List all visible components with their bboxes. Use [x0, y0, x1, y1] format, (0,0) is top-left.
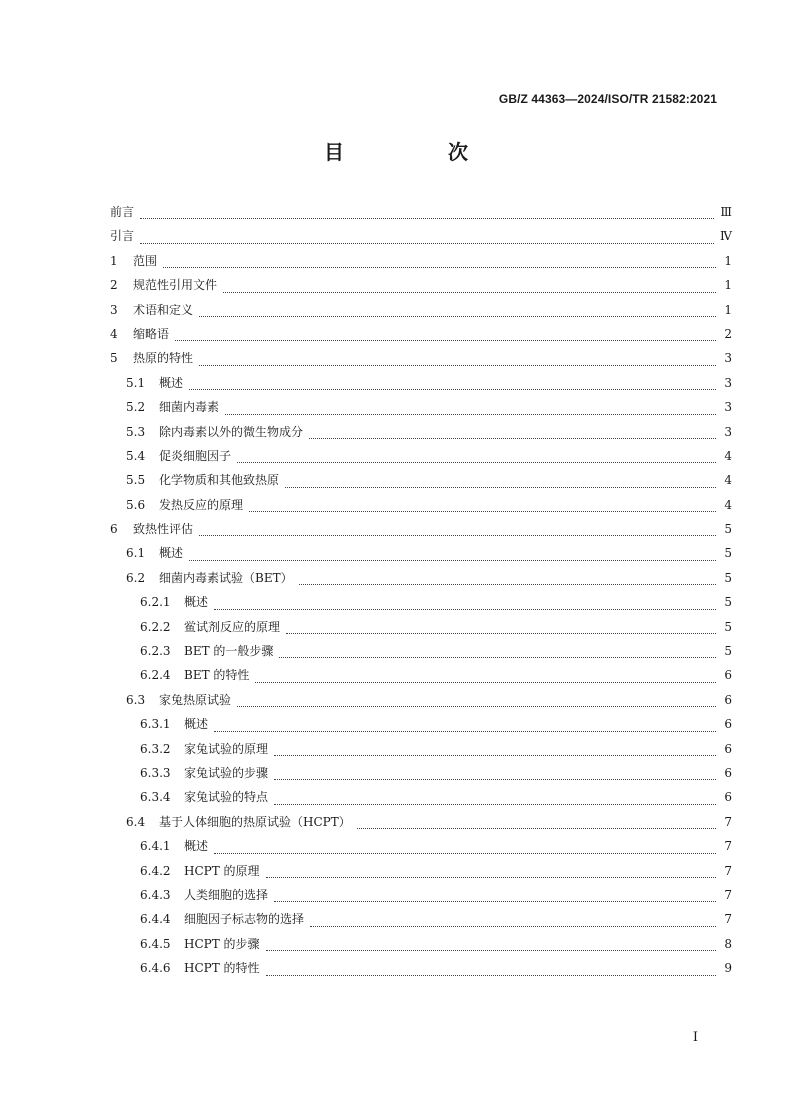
dot-leader [266, 863, 716, 878]
toc-entry-number: 6.3.1 [140, 717, 171, 732]
toc-entry-title: 概述 [159, 546, 184, 561]
toc-entry-title: 家兔试验的特点 [184, 790, 269, 805]
toc-entry[interactable] [110, 688, 732, 712]
toc-entry[interactable] [110, 541, 732, 565]
toc-entry-page: 1 [724, 253, 732, 268]
toc-entry-title: 缩略语 [133, 326, 170, 341]
toc-entry[interactable] [110, 566, 732, 590]
toc-entry-number: 5.3 [126, 424, 146, 439]
table-of-contents [110, 200, 732, 981]
standard-code-header: GB/Z 44363—2024/ISO/TR 21582:2021 [498, 92, 717, 106]
dot-leader [274, 741, 716, 756]
toc-entry-page: 5 [724, 546, 732, 561]
toc-title: 目 次 [324, 140, 510, 164]
toc-entry-number: 6.2.3 [140, 644, 171, 659]
toc-entry-page: 7 [724, 839, 732, 854]
toc-entry[interactable] [110, 883, 732, 907]
toc-entry-page: 1 [724, 278, 732, 293]
toc-entry[interactable] [110, 371, 732, 395]
toc-entry-page: 7 [724, 887, 732, 902]
dot-leader [357, 814, 716, 829]
toc-entry-title: 引言 [110, 229, 135, 244]
toc-entry-number: 5.5 [126, 473, 146, 488]
toc-entry-title: 范围 [133, 253, 158, 268]
dot-leader [189, 546, 716, 561]
toc-entry-number: 6.3.2 [140, 741, 171, 756]
dot-leader [237, 692, 716, 707]
toc-entry-number: 6.4.2 [140, 863, 171, 878]
dot-leader [199, 521, 716, 536]
dot-leader [299, 570, 716, 585]
toc-entry[interactable] [110, 810, 732, 834]
toc-entry-page: Ⅲ [720, 205, 732, 219]
toc-entry-page: 5 [724, 619, 732, 634]
toc-entry-title: 鲎试剂反应的原理 [184, 619, 281, 634]
toc-entry[interactable] [110, 590, 732, 614]
dot-leader [255, 668, 716, 683]
toc-entry-page: 3 [724, 351, 732, 366]
toc-entry-title: 家兔试验的步骤 [184, 765, 269, 780]
dot-leader [140, 204, 714, 219]
toc-entry[interactable] [110, 932, 732, 956]
toc-entry-title: 细菌内毒素 [159, 400, 220, 415]
toc-entry[interactable] [110, 907, 732, 931]
toc-entry-title: HCPT 的特性 [184, 961, 260, 976]
toc-entry-title: 概述 [184, 839, 209, 854]
toc-entry[interactable] [110, 346, 732, 370]
toc-entry-page: 7 [724, 912, 732, 927]
dot-leader [266, 936, 716, 951]
toc-entry-number: 6.3.3 [140, 765, 171, 780]
toc-entry-page: 6 [724, 692, 732, 707]
toc-entry-title: 基于人体细胞的热原试验（HCPT） [159, 814, 351, 829]
dot-leader [279, 643, 716, 658]
toc-entry[interactable] [110, 517, 732, 541]
toc-entry-number: 2 [110, 278, 118, 293]
toc-entry-title: 化学物质和其他致热原 [159, 473, 280, 488]
toc-entry[interactable] [110, 761, 732, 785]
toc-entry-number: 6.4.4 [140, 912, 171, 927]
toc-entry[interactable] [110, 859, 732, 883]
toc-entry-number: 3 [110, 302, 118, 317]
dot-leader [140, 229, 714, 244]
toc-entry-page: 3 [724, 375, 732, 390]
toc-entry-page: 3 [724, 424, 732, 439]
dot-leader [274, 765, 716, 780]
dot-leader [266, 961, 716, 976]
toc-entry-page: 6 [724, 717, 732, 732]
toc-entry-number: 1 [110, 253, 118, 268]
toc-entry-title: 细胞因子标志物的选择 [184, 912, 305, 927]
toc-entry-number: 6.3 [126, 692, 146, 707]
toc-entry-number: 6.1 [126, 546, 146, 561]
toc-entry-number: 6.4.3 [140, 887, 171, 902]
toc-entry-title: 除内毒素以外的微生物成分 [159, 424, 304, 439]
dot-leader [274, 790, 716, 805]
toc-entry-number: 6.3.4 [140, 790, 171, 805]
toc-entry-number: 6 [110, 522, 118, 537]
page-number: I [692, 1030, 698, 1045]
toc-entry-title: 家兔热原试验 [159, 692, 232, 707]
toc-entry-number: 6.4.6 [140, 961, 171, 976]
toc-entry-page: 5 [724, 522, 732, 537]
toc-entry[interactable] [110, 273, 732, 297]
toc-entry[interactable] [110, 834, 732, 858]
toc-entry-number: 6.2.4 [140, 668, 171, 683]
dot-leader [225, 400, 716, 415]
toc-entry[interactable] [110, 395, 732, 419]
toc-entry-number: 6.4 [126, 814, 146, 829]
toc-entry-title: 人类细胞的选择 [184, 887, 269, 902]
toc-entry[interactable] [110, 322, 732, 346]
toc-entry-title: 家兔试验的原理 [184, 741, 269, 756]
toc-entry-number: 6.2.2 [140, 619, 171, 634]
toc-entry-page: 5 [724, 595, 732, 610]
dot-leader [214, 839, 716, 854]
dot-leader [199, 302, 716, 317]
dot-leader [285, 473, 716, 488]
toc-entry-number: 6.4.1 [140, 839, 171, 854]
toc-entry-title: HCPT 的步骤 [184, 936, 260, 951]
dot-leader [199, 351, 716, 366]
toc-entry-page: 5 [724, 644, 732, 659]
dot-leader [310, 912, 716, 927]
toc-entry[interactable] [110, 420, 732, 444]
toc-entry-page: 9 [724, 961, 732, 976]
toc-entry-page: 4 [724, 448, 732, 463]
toc-entry[interactable] [110, 224, 732, 248]
toc-entry[interactable] [110, 468, 732, 492]
toc-entry-number: 5.4 [126, 448, 146, 463]
toc-entry-page: 7 [724, 814, 732, 829]
toc-entry[interactable] [110, 663, 732, 687]
toc-entry-page: 6 [724, 765, 732, 780]
toc-entry[interactable] [110, 712, 732, 736]
toc-entry-number: 5.1 [126, 375, 146, 390]
toc-entry-page: 1 [724, 302, 732, 317]
toc-entry-number: 6.2 [126, 570, 146, 585]
toc-entry[interactable] [110, 200, 732, 224]
toc-entry-page: 2 [724, 326, 732, 341]
toc-entry-title: 前言 [110, 205, 135, 219]
toc-entry[interactable] [110, 615, 732, 639]
toc-entry-title: HCPT 的原理 [184, 863, 260, 878]
dot-leader [163, 253, 716, 268]
toc-entry-number: 5 [110, 351, 118, 366]
toc-entry-page: 5 [724, 570, 732, 585]
dot-leader [309, 424, 716, 439]
toc-entry-title: 概述 [184, 717, 209, 732]
toc-entry-number: 4 [110, 326, 118, 341]
toc-entry-title: 术语和定义 [133, 302, 194, 317]
toc-entry-page: 6 [724, 668, 732, 683]
dot-leader [249, 497, 716, 512]
dot-leader [274, 887, 716, 902]
toc-entry-title: 热原的特性 [133, 351, 194, 366]
dot-leader [189, 375, 716, 390]
toc-entry-title: 概述 [184, 595, 209, 610]
toc-entry-number: 6.2.1 [140, 595, 171, 610]
toc-entry-number: 5.6 [126, 497, 146, 512]
toc-entry-title: 概述 [159, 375, 184, 390]
toc-entry[interactable] [110, 298, 732, 322]
toc-entry-page: 6 [724, 790, 732, 805]
toc-entry-page: 6 [724, 741, 732, 756]
toc-entry-page: 4 [724, 497, 732, 512]
toc-entry-page: 3 [724, 400, 732, 415]
toc-entry[interactable] [110, 737, 732, 761]
toc-entry[interactable] [110, 785, 732, 809]
dot-leader [214, 717, 716, 732]
toc-entry[interactable] [110, 639, 732, 663]
toc-entry[interactable] [110, 493, 732, 517]
dot-leader [175, 326, 716, 341]
toc-entry-page: 7 [724, 863, 732, 878]
dot-leader [286, 619, 716, 634]
toc-entry-title: BET 的一般步骤 [184, 644, 274, 659]
toc-entry-title: 致热性评估 [133, 522, 194, 537]
toc-entry-title: 促炎细胞因子 [159, 448, 232, 463]
toc-entry-title: BET 的特性 [184, 668, 250, 683]
toc-entry-number: 6.4.5 [140, 936, 171, 951]
dot-leader [223, 278, 716, 293]
toc-entry-page: Ⅳ [720, 229, 732, 244]
dot-leader [214, 595, 716, 610]
toc-entry[interactable] [110, 444, 732, 468]
toc-entry-number: 5.2 [126, 400, 146, 415]
toc-entry-title: 规范性引用文件 [133, 278, 218, 293]
toc-entry-title: 细菌内毒素试验（BET） [159, 570, 293, 585]
toc-entry-page: 8 [724, 936, 732, 951]
toc-entry[interactable] [110, 956, 732, 980]
toc-entry[interactable] [110, 249, 732, 273]
toc-entry-title: 发热反应的原理 [159, 497, 244, 512]
dot-leader [237, 448, 716, 463]
toc-entry-page: 4 [724, 473, 732, 488]
